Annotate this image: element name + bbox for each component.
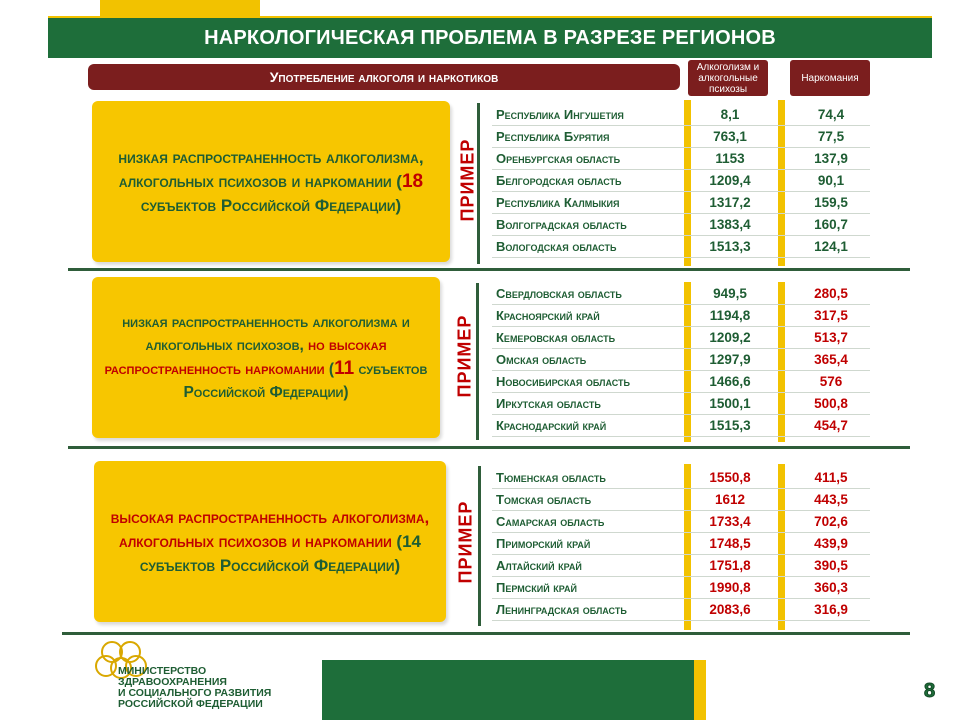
column-header-alcoholism: Алкоголизм и алкогольные психозы xyxy=(688,60,768,96)
table-row: Вологодская область 1513,3 124,1 xyxy=(492,236,870,258)
section-divider xyxy=(68,446,910,449)
category-box-high-drugs xyxy=(92,277,440,438)
section-divider xyxy=(68,268,910,271)
section-subtitle xyxy=(88,64,680,90)
example-label: ПРИМЕР xyxy=(454,314,475,398)
category-box-low-all xyxy=(92,101,450,262)
example-label: ПРИМЕР xyxy=(457,138,478,222)
table-row: Красноярский край 1194,8 317,5 xyxy=(492,305,870,327)
table-row: Краснодарский край 1515,3 454,7 xyxy=(492,415,870,437)
example-bracket xyxy=(476,283,479,440)
table-row: Приморский край 1748,5 439,9 xyxy=(492,533,870,555)
region-table-group-2 xyxy=(492,283,870,437)
region-table-group-3 xyxy=(492,467,870,621)
table-row: Свердловская область 949,5 280,5 xyxy=(492,283,870,305)
table-row: Волгоградская область 1383,4 160,7 xyxy=(492,214,870,236)
table-row: Республика Калмыкия 1317,2 159,5 xyxy=(492,192,870,214)
table-row: Оренбургская область 1153 137,9 xyxy=(492,148,870,170)
category-description: низкая распространенность алкоголизма и алкогольных психозов, но высокая распространенность наркомании (11 субъектов Российской Федерации) xyxy=(104,314,428,401)
footer-yellow-stripe xyxy=(694,660,706,720)
table-row: Республика Ингушетия 8,1 74,4 xyxy=(492,104,870,126)
example-bracket xyxy=(478,466,481,626)
column-header-drug-addiction: Наркомания xyxy=(790,60,870,96)
table-row: Алтайский край 1751,8 390,5 xyxy=(492,555,870,577)
page-number: 8 xyxy=(924,680,936,702)
example-bracket xyxy=(477,103,480,264)
table-row: Самарская область 1733,4 702,6 xyxy=(492,511,870,533)
footer-green-block xyxy=(322,660,694,720)
table-row: Пермский край 1990,8 360,3 xyxy=(492,577,870,599)
table-row: Белгородская область 1209,4 90,1 xyxy=(492,170,870,192)
ministry-name: МИНИСТЕРСТВО ЗДРАВООХРАНЕНИЯ И СОЦИАЛЬНОГО РАЗВИТИЯ РОССИЙСКОЙ ФЕДЕРАЦИИ xyxy=(118,665,272,710)
table-row: Иркутская область 1500,1 500,8 xyxy=(492,393,870,415)
table-row: Кемеровская область 1209,2 513,7 xyxy=(492,327,870,349)
table-row: Тюменская область 1550,8 411,5 xyxy=(492,467,870,489)
section-divider xyxy=(62,632,910,635)
table-row: Томская область 1612 443,5 xyxy=(492,489,870,511)
example-label: ПРИМЕР xyxy=(455,500,476,584)
category-box-high-all xyxy=(94,461,446,622)
section-subtitle-text: Употребление алкоголя и наркотиков xyxy=(269,69,499,85)
header-decor-stripe xyxy=(100,0,260,16)
category-description: низкая распространенность алкоголизма, алкогольных психозов и наркомании (18 субъектов Российской Федерации) xyxy=(118,147,424,215)
table-row: Омская область 1297,9 365,4 xyxy=(492,349,870,371)
region-table-group-1 xyxy=(492,104,870,258)
table-row: Республика Бурятия 763,1 77,5 xyxy=(492,126,870,148)
category-description: высокая распространенность алкоголизма, алкогольных психозов и наркомании (14 субъектов Российской Федерации) xyxy=(110,507,430,575)
slide-title xyxy=(48,16,932,58)
slide-title-text: НАРКОЛОГИЧЕСКАЯ ПРОБЛЕМА В РАЗРЕЗЕ РЕГИОНОВ xyxy=(204,26,776,49)
table-row: Новосибирская область 1466,6 576 xyxy=(492,371,870,393)
table-row: Ленинградская область 2083,6 316,9 xyxy=(492,599,870,621)
